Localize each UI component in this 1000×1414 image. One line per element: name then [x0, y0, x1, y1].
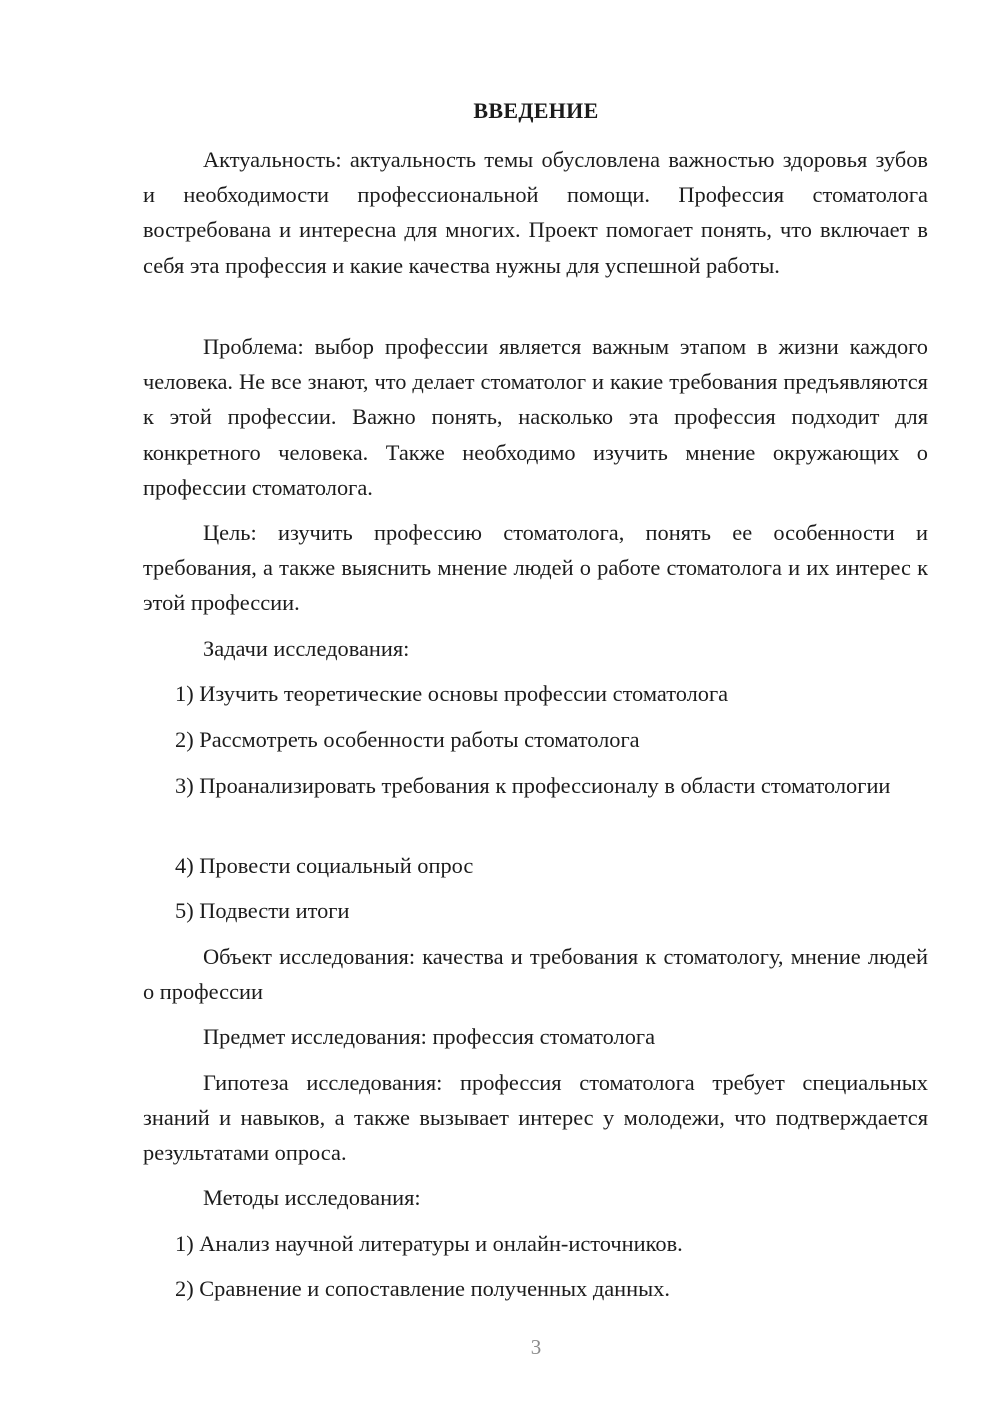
- subject-paragraph: Предмет исследования: профессия стоматолога: [203, 1024, 656, 1049]
- goal-paragraph: Цель: изучить профессию стоматолога, понять ее особенности и требования, а также выяснить мнение людей о работе стоматолога и их интерес к этой профессии.: [143, 520, 928, 616]
- section-heading: ВВЕДЕНИЕ: [473, 98, 599, 123]
- page-number: 3: [530, 1335, 542, 1359]
- hypothesis-paragraph: Гипотеза исследования: профессия стоматолога требует специальных знаний и навыков, а также вызывает интерес у молодежи, что подтверждается результатами опроса.: [143, 1070, 928, 1166]
- method-item-1: 1) Анализ научной литературы и онлайн-источников.: [175, 1231, 683, 1256]
- task-item-3: 3) Проанализировать требования к профессионалу в области стоматологии: [175, 773, 891, 798]
- relevance-paragraph: Актуальность: актуальность темы обусловлена важностью здоровья зубов и необходимости профессиональной помощи. Профессия стоматолога востребована и интересна для многих. Проект помогает понять, что включает в себя эта профессия и какие качества нужны для успешной работы.: [143, 147, 928, 278]
- methods-heading: Методы исследования:: [203, 1185, 421, 1210]
- task-item-4: 4) Провести социальный опрос: [175, 853, 474, 878]
- task-item-2: 2) Рассмотреть особенности работы стоматолога: [175, 727, 640, 752]
- problem-paragraph: Проблема: выбор профессии является важным этапом в жизни каждого человека. Не все знают, что делает стоматолог и какие требования предъявляются к этой профессии. Важно понять, насколько эта профессия подходит для конкретного человека. Также необходимо изучить мнение окружающих о профессии стоматолога.: [143, 334, 928, 500]
- task-item-1: 1) Изучить теоретические основы профессии стоматолога: [175, 681, 729, 706]
- method-item-2: 2) Сравнение и сопоставление полученных данных.: [175, 1276, 670, 1301]
- object-paragraph: Объект исследования: качества и требования к стоматологу, мнение людей о профессии: [143, 944, 928, 1005]
- tasks-heading: Задачи исследования:: [203, 636, 410, 661]
- task-item-5: 5) Подвести итоги: [175, 898, 350, 923]
